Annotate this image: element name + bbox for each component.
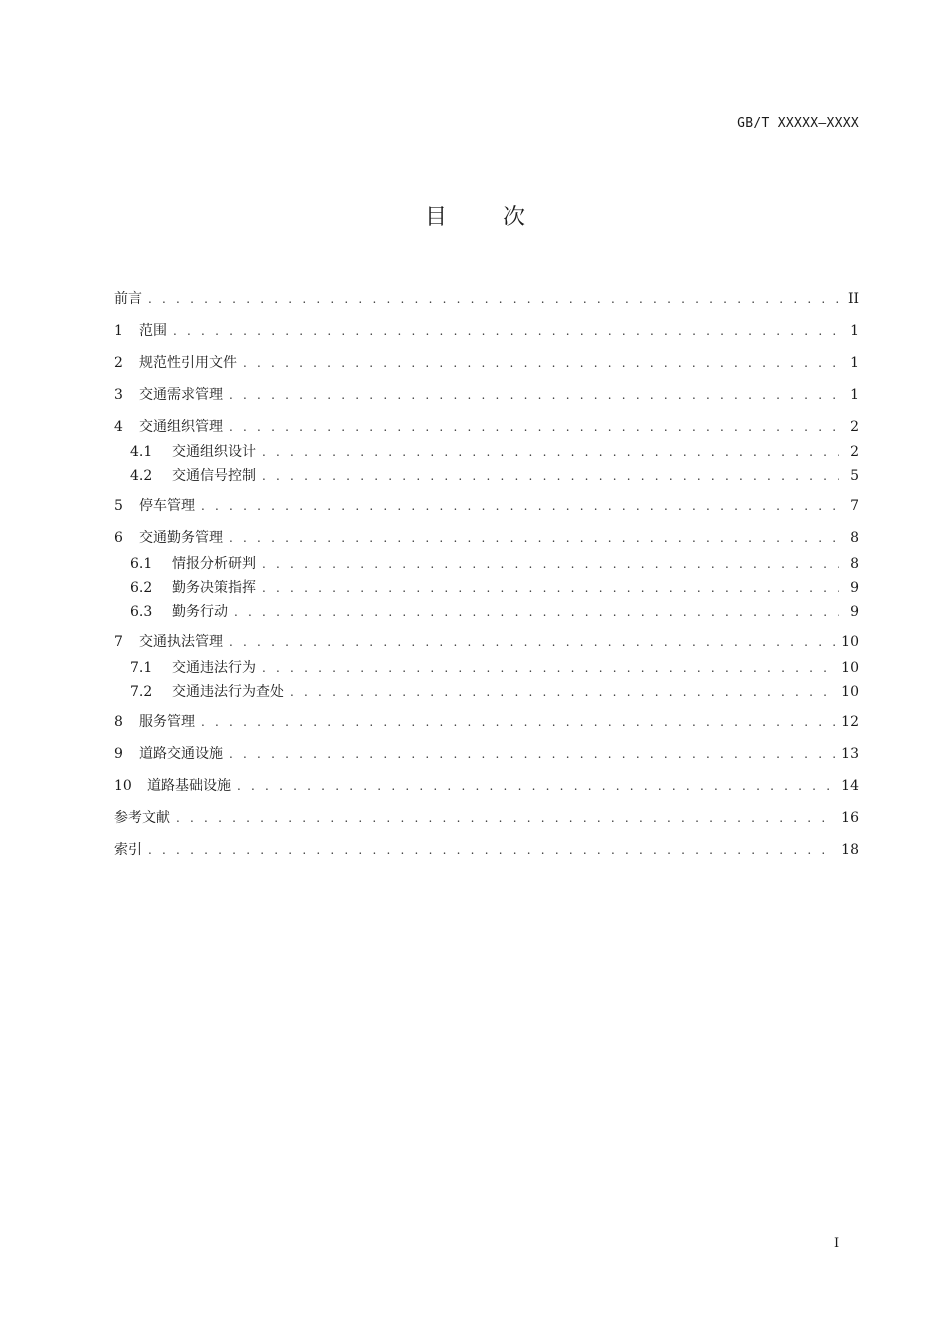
toc-entry-page: 2 — [850, 419, 859, 435]
toc-entry-number: 8 — [114, 714, 123, 730]
toc-entry-number: 7.2 — [130, 684, 153, 700]
toc-dot-leader — [229, 417, 839, 437]
toc-entry-label: 交通违法行为查处 — [172, 684, 284, 700]
toc-entry-label: 情报分析研判 — [172, 556, 256, 572]
toc-dot-leader — [229, 744, 835, 764]
toc-dot-leader — [229, 632, 835, 652]
toc-entry-4-1[interactable] — [130, 442, 859, 462]
toc-entry-9[interactable] — [114, 744, 859, 764]
toc-entry-number: 9 — [114, 746, 123, 762]
toc-entry-6-1[interactable] — [130, 554, 859, 574]
toc-entry-label: 交通执法管理 — [139, 634, 223, 650]
toc-entry-number: 7 — [114, 634, 123, 650]
toc-entry-page: 1 — [850, 323, 859, 339]
toc-entry-page: 1 — [850, 387, 859, 403]
toc-entry-label: 勤务行动 — [172, 604, 228, 620]
toc-entry-7[interactable] — [114, 632, 859, 652]
toc-dot-leader — [234, 602, 839, 622]
toc-entry-6-2[interactable] — [130, 578, 859, 598]
toc-dot-leader — [262, 466, 839, 486]
toc-dot-leader — [262, 554, 839, 574]
toc-entry-label: 交通信号控制 — [172, 468, 256, 484]
toc-dot-leader — [243, 353, 839, 373]
toc-dot-leader — [262, 658, 835, 678]
toc-entry-label: 服务管理 — [139, 714, 195, 730]
toc-entry-10[interactable] — [114, 776, 859, 796]
toc-entry-label: 交通组织设计 — [172, 444, 256, 460]
toc-entry-number: 4.1 — [130, 444, 153, 460]
toc-dot-leader — [229, 385, 839, 405]
toc-entry-7-1[interactable] — [130, 658, 859, 678]
toc-entry-page: II — [847, 291, 859, 307]
toc-entry-page: 9 — [850, 580, 859, 596]
toc-entry-page: 13 — [841, 746, 859, 762]
toc-entry-8[interactable] — [114, 712, 859, 732]
toc-entry-page: 9 — [850, 604, 859, 620]
toc-entry-4[interactable] — [114, 417, 859, 437]
toc-entry-page: 16 — [841, 810, 859, 826]
toc-entry-7-2[interactable] — [130, 682, 859, 702]
toc-entry-label: 索引 — [114, 842, 142, 858]
toc-entry-number: 1 — [114, 323, 123, 339]
toc-entry-page: 5 — [850, 468, 859, 484]
toc-entry-page: 10 — [841, 660, 859, 676]
toc-entry-label: 勤务决策指挥 — [172, 580, 256, 596]
toc-entry-label: 停车管理 — [139, 498, 195, 514]
toc-entry-number: 6.2 — [130, 580, 153, 596]
toc-entry-label: 交通需求管理 — [139, 387, 223, 403]
toc-entry-page: 10 — [841, 684, 859, 700]
toc-entry-foreword[interactable] — [114, 289, 859, 309]
toc-entry-label: 交通勤务管理 — [139, 530, 223, 546]
page-title: 目次 — [424, 205, 581, 230]
toc-entry-number: 2 — [114, 355, 123, 371]
toc-entry-number: 5 — [114, 498, 123, 514]
toc-entry-number: 10 — [114, 778, 132, 794]
toc-entry-page: 12 — [841, 714, 859, 730]
toc-entry-page: 8 — [850, 530, 859, 546]
toc-dot-leader — [262, 442, 839, 462]
toc-dot-leader — [262, 578, 839, 598]
toc-entry-1[interactable] — [114, 321, 859, 341]
toc-entry-page: 2 — [850, 444, 859, 460]
toc-entry-page: 18 — [841, 842, 859, 858]
toc-entry-page: 10 — [841, 634, 859, 650]
toc-entry-number: 6.3 — [130, 604, 153, 620]
toc-entry-label: 交通组织管理 — [139, 419, 223, 435]
toc-entry-label: 范围 — [139, 323, 167, 339]
toc-entry-number: 6 — [114, 530, 123, 546]
toc-dot-leader — [148, 840, 835, 860]
toc-dot-leader — [176, 808, 835, 828]
toc-entry-label: 前言 — [114, 291, 142, 307]
toc-entry-page: 8 — [850, 556, 859, 572]
page-number: I — [834, 1236, 840, 1251]
toc-entry-number: 4 — [114, 419, 123, 435]
toc-dot-leader — [201, 712, 835, 732]
toc-entry-number: 4.2 — [130, 468, 153, 484]
toc-dot-leader — [229, 528, 839, 548]
toc-entry-number: 7.1 — [130, 660, 153, 676]
document-code: GB/T XXXXX—XXXX — [737, 116, 859, 131]
toc-entry-5[interactable] — [114, 496, 859, 516]
toc-dot-leader — [201, 496, 839, 516]
toc-entry-label: 道路交通设施 — [139, 746, 223, 762]
toc-entry-6-3[interactable] — [130, 602, 859, 622]
toc-entry-bibliography[interactable] — [114, 808, 859, 828]
toc-dot-leader — [173, 321, 839, 341]
toc-entry-label: 规范性引用文件 — [139, 355, 237, 371]
table-of-contents — [114, 0, 859, 1344]
toc-entry-index[interactable] — [114, 840, 859, 860]
toc-entry-4-2[interactable] — [130, 466, 859, 486]
toc-entry-6[interactable] — [114, 528, 859, 548]
toc-entry-2[interactable] — [114, 353, 859, 373]
toc-dot-leader — [237, 776, 835, 796]
toc-entry-label: 参考文献 — [114, 810, 170, 826]
toc-entry-number: 3 — [114, 387, 123, 403]
toc-dot-leader — [148, 289, 839, 309]
toc-entry-page: 7 — [850, 498, 859, 514]
toc-entry-page: 1 — [850, 355, 859, 371]
toc-entry-label: 道路基础设施 — [147, 778, 231, 794]
toc-entry-3[interactable] — [114, 385, 859, 405]
toc-entry-label: 交通违法行为 — [172, 660, 256, 676]
toc-entry-page: 14 — [841, 778, 859, 794]
toc-dot-leader — [290, 682, 835, 702]
toc-entry-number: 6.1 — [130, 556, 153, 572]
